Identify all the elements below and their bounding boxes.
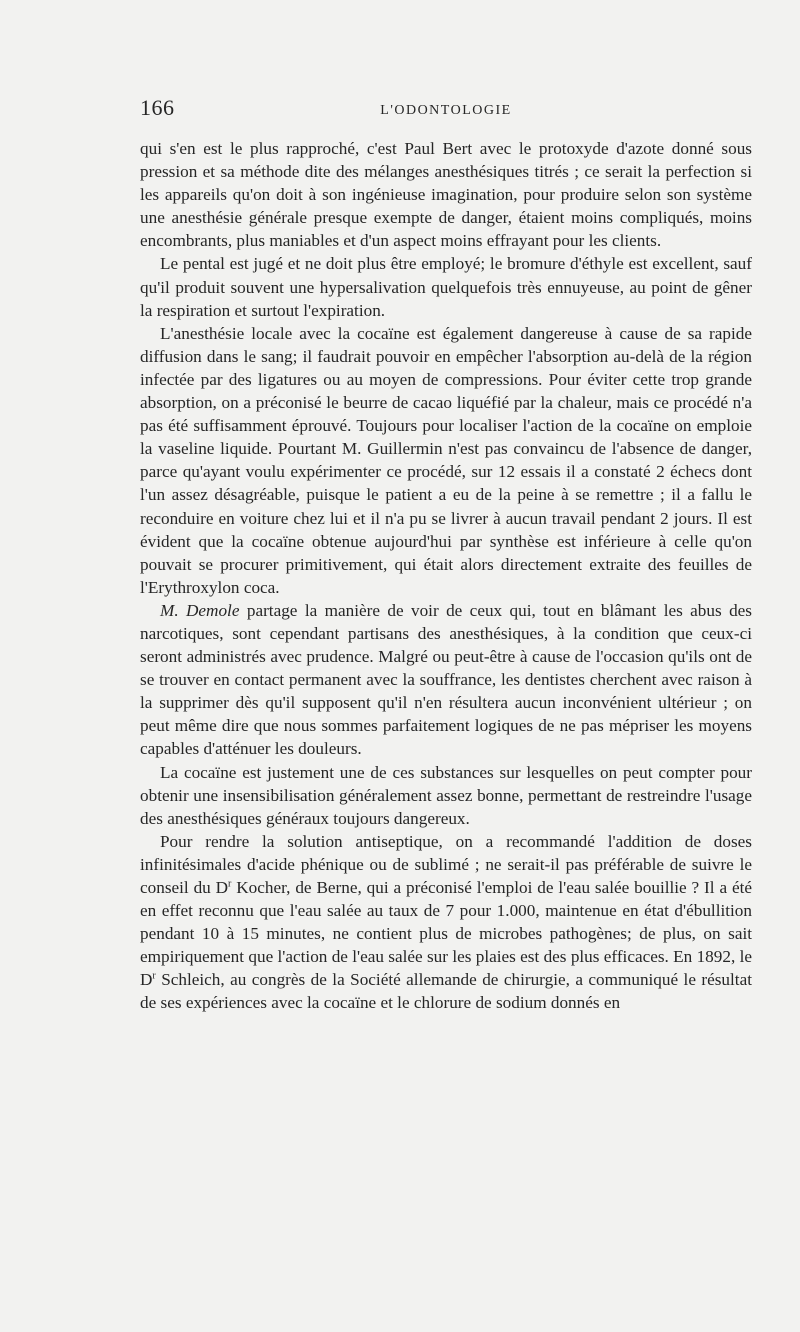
paragraph-6-part-a: Pour rendre la solution antiseptique, on a recommandé l'addition de doses infinitésimales d'acide phénique ou de sublimé ; ne serait-il pas préférable de suivre le conseil du D — [140, 831, 752, 897]
page-header — [140, 95, 752, 125]
paragraph-1: qui s'en est le plus rapproché, c'est Paul Bert avec le protoxyde d'azote donné sous pression et sa méthode dite des mélanges anesthésiques titrés ; ce serait la perfection si les appareils qu'on doit à son ingénieuse imagination, pour produire selon son système une anesthésie générale presque exempte de danger, étaient moins compliqués, moins encombrants, plus maniables et d'un aspect moins effrayant pour les clients. — [140, 139, 752, 251]
book-page — [140, 95, 752, 1015]
paragraph-6 — [140, 830, 752, 1015]
paragraph-5: La cocaïne est justement une de ces substances sur lesquelles on peut compter pour obtenir une insensibilisation généralement assez bonne, permettant de restreindre l'usage des anesthésiques généraux toujours dangereux. — [140, 762, 752, 828]
paragraph-6-part-c: Schleich, au congrès de la Société allemande de chirurgie, a communiqué le résultat de ses expériences avec la cocaïne et le chlorure de sodium donnés en — [140, 970, 752, 1013]
body-text — [140, 137, 752, 1015]
superscript-r: r — [152, 970, 156, 982]
paragraph-4 — [140, 599, 752, 761]
paragraph-6-part-b: Kocher, de Berne, qui a préconisé l'emploi de l'eau salée bouillie ? Il a été en effet reconnu que l'eau salée au taux de 7 pour 1.000, maintenue en état d'ébullition pendant 10 à 15 minutes, ne contient plus de microbes pathogènes; de plus, on sait empiriquement que l'action de l'eau salée sur les plaies est des plus efficaces. En 1892, le D — [140, 878, 752, 990]
superscript-r: r — [228, 878, 232, 890]
paragraph-3: L'anesthésie locale avec la cocaïne est également dangereuse à cause de sa rapide diffusion dans le sang; il faudrait pouvoir en empêcher l'absorption au-delà de la région infectée par des ligatures ou au moyen de compressions. Pour éviter cette trop grande absorption, on a préconisé le beurre de cacao liquéfié par la chaleur, mais ce procédé n'a pas été suffisamment éprouvé. Toujours pour localiser l'action de la cocaïne on emploie la vaseline liquide. Pourtant M. Guillermin n'est pas convaincu de l'absence de danger, parce qu'ayant voulu expérimenter ce procédé, sur 12 essais il a constaté 2 échecs dont l'un assez désagréable, puisque le patient a eu de la peine à se remettre ; il a fallu le reconduire en voiture chez lui et il n'a pu se livrer à aucun travail pendant 2 jours. Il est évident que la cocaïne obtenue aujourd'hui par synthèse est inférieure à celle qu'on pouvait se procurer primitivement, qui était alors directement extraite des feuilles de l'Erythroxylon coca. — [140, 323, 752, 597]
running-title: L'ODONTOLOGIE — [380, 103, 512, 118]
author-name: M. Demole — [160, 600, 240, 620]
page-number: 166 — [140, 95, 175, 120]
paragraph-2: Le pental est jugé et ne doit plus être employé; le bromure d'éthyle est excellent, sauf qu'il produit souvent une hypersalivation quelquefois très ennuyeuse, au point de gêner la respiration et surtout l'expiration. — [140, 254, 752, 320]
paragraph-4-text: partage la manière de voir de ceux qui, tout en blâmant les abus des narcotiques, sont cependant partisans des anesthésiques, à la condition que ceux-ci seront administrés avec prudence. Malgré ou peut-être à cause de l'occasion qu'ils ont de se trouver en contact permanent avec la souffrance, les dentistes cherchent avec raison à la supprimer dès qu'il supposent qu'il n'en résultera aucun inconvénient ultérieur ; on peut même dire que nous sommes parfaitement logiques de ne pas mépriser les moyens capables d'atténuer les douleurs. — [140, 600, 752, 759]
